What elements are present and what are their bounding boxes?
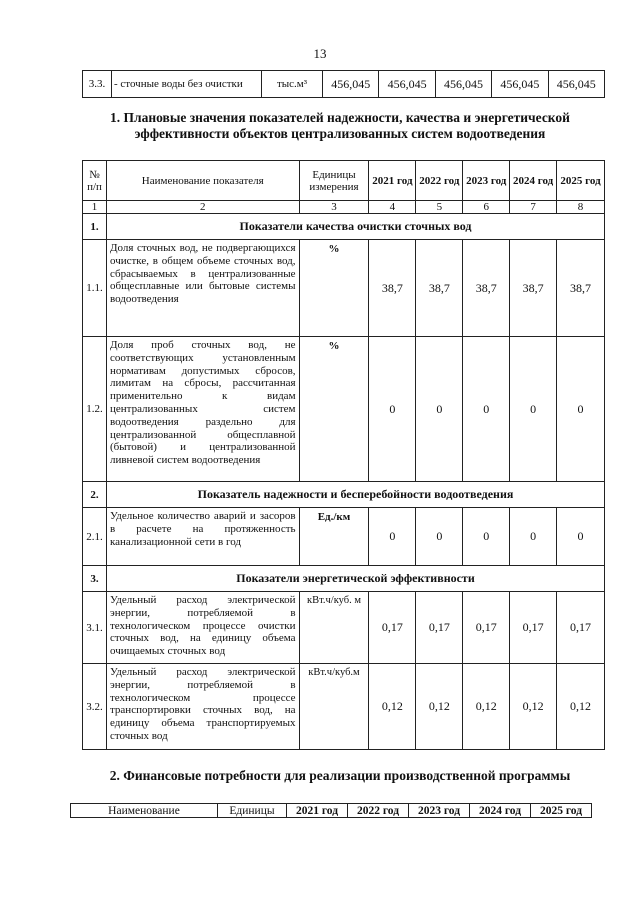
row-number: 2.1. [83,508,107,566]
table-row [83,508,605,566]
row-value: 0,17 [510,592,557,664]
row-value: 0,12 [510,664,557,750]
header-year: 2024 год [470,804,531,818]
row-number: 1.1. [83,240,107,337]
column-number: 3 [299,201,369,214]
column-number: 5 [416,201,463,214]
section-2-title: 2. Финансовые потребности для реализации производственной программы [109,768,571,783]
row-value: 38,7 [463,240,510,337]
row-value: 0 [557,337,605,482]
header-name: Наименование [71,804,218,818]
table-row [83,240,605,337]
row-value: 0 [463,337,510,482]
row-value: 38,7 [369,240,416,337]
page-number: 13 [313,46,327,61]
table-row [83,71,605,98]
group-number: 2. [83,482,107,508]
header-unit: Единицы измерения [299,161,369,201]
row-value: 0 [369,508,416,566]
financial-needs-table [70,803,592,818]
table-row [83,592,605,664]
row-value: 456,045 [323,71,379,98]
row-value: 38,7 [416,240,463,337]
column-number: 8 [557,201,605,214]
row-value: 0,12 [416,664,463,750]
section-1-title: 1. Плановые значения показателей надежности, качества и энергетической эффективности объектов централизованных систем водоотведения [110,110,570,141]
row-number: 3.3. [83,71,112,98]
row-value: 0 [510,337,557,482]
row-value: 0 [557,508,605,566]
row-value: 0 [369,337,416,482]
column-number: 2 [106,201,299,214]
row-value: 0,17 [369,592,416,664]
column-number-row [83,201,605,214]
header-year: 2024 год [510,161,557,201]
row-number: 3.1. [83,592,107,664]
group-header-row [83,482,605,508]
group-title: Показатель надежности и бесперебойности водоотведения [106,482,604,508]
column-number: 4 [369,201,416,214]
row-value: 456,045 [435,71,491,98]
group-header-row [83,214,605,240]
row-value: 0,17 [416,592,463,664]
row-value: 0,12 [369,664,416,750]
header-year: 2022 год [416,161,463,201]
header-row [71,804,592,818]
row-unit: кВт.ч/куб. м [299,592,369,664]
row-value: 0 [416,508,463,566]
column-number: 7 [510,201,557,214]
table-row [83,664,605,750]
row-unit: % [299,337,369,482]
header-name: Наименование показателя [106,161,299,201]
table-row [83,337,605,482]
group-title: Показатели энергетической эффективности [106,566,604,592]
row-name: Удельный расход электрической энергии, потребляемой в технологическом процессе очистки сточных вод, на единицу объема очищаемых сточных вод [106,592,299,664]
row-value: 0,17 [463,592,510,664]
row-value: 0,12 [557,664,605,750]
row-value: 0,12 [463,664,510,750]
header-year: 2021 год [369,161,416,201]
header-num: № п/п [83,161,107,201]
header-unit: Единицы [218,804,287,818]
row-name: Удельное количество аварий и засоров в расчете на протяженность канализационной сети в год [106,508,299,566]
row-value: 456,045 [548,71,604,98]
header-year: 2023 год [409,804,470,818]
row-name: Доля проб сточных вод, не соответствующих установленным нормативам допустимых сбросов, лимитам на сбросы, рассчитанная применительно к видам централизованных систем водоотведения раздельно для централизованной общесплавной (бытовой) и централизованной ливневой систем водоотведения [106,337,299,482]
row-name: - сточные воды без очистки [112,71,262,98]
row-unit: % [299,240,369,337]
column-number: 1 [83,201,107,214]
previous-table-tail [82,70,605,98]
row-value: 0 [416,337,463,482]
row-unit: тыс.м³ [262,71,323,98]
row-value: 0 [463,508,510,566]
row-number: 3.2. [83,664,107,750]
header-row [83,161,605,201]
header-year: 2021 год [287,804,348,818]
row-value: 456,045 [379,71,435,98]
header-year: 2025 год [531,804,592,818]
row-name: Удельный расход электрической энергии, потребляемой в технологическом процессе транспортировки сточных вод, на единицу объема транспортируемых сточных вод [106,664,299,750]
header-year: 2025 год [557,161,605,201]
group-number: 1. [83,214,107,240]
group-header-row [83,566,605,592]
column-number: 6 [463,201,510,214]
indicators-table [82,160,605,750]
row-value: 38,7 [510,240,557,337]
group-number: 3. [83,566,107,592]
row-unit: кВт.ч/куб.м [299,664,369,750]
row-value: 456,045 [492,71,548,98]
row-unit: Ед./км [299,508,369,566]
row-value: 38,7 [557,240,605,337]
header-year: 2023 год [463,161,510,201]
row-name: Доля сточных вод, не подвергающихся очистке, в общем объеме сточных вод, сбрасываемых в централизованные общесплавные или бытовые системы водоотведения [106,240,299,337]
row-value: 0,17 [557,592,605,664]
header-year: 2022 год [348,804,409,818]
row-value: 0 [510,508,557,566]
row-number: 1.2. [83,337,107,482]
group-title: Показатели качества очистки сточных вод [106,214,604,240]
